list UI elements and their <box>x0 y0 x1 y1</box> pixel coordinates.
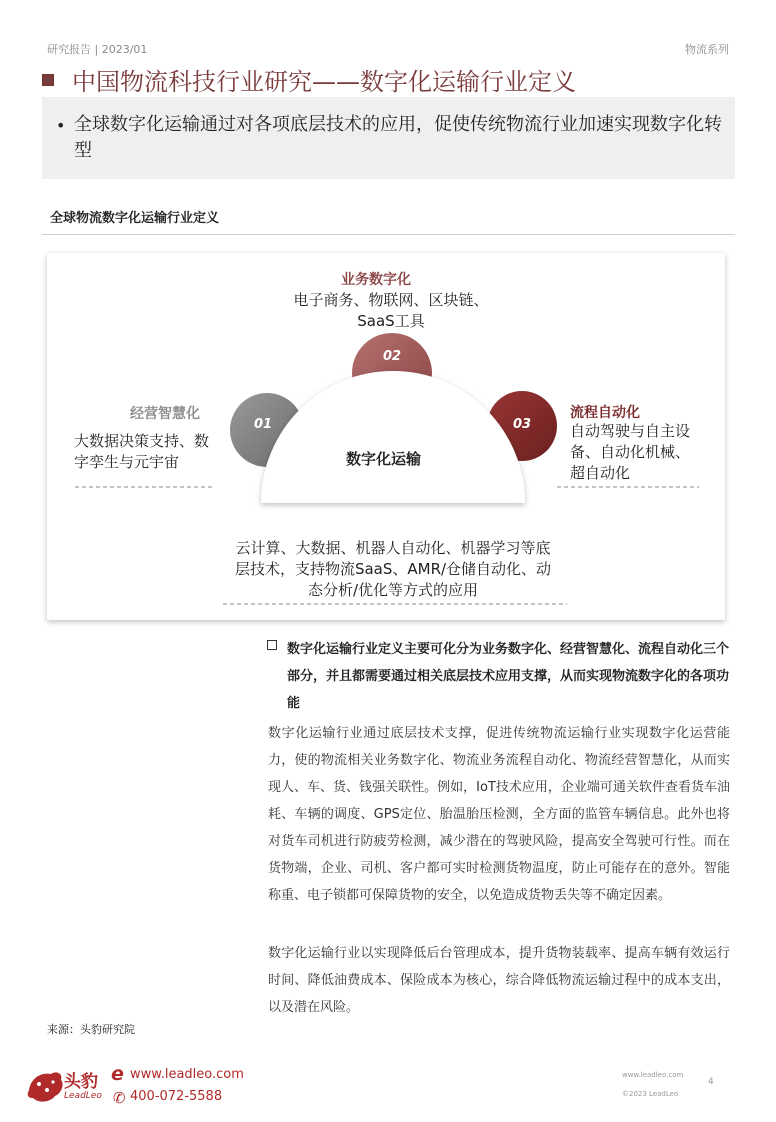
desc-business-digitization: 电子商务、物联网、区块链、SaaS工具 <box>293 291 489 330</box>
label-business-digitization: 业务数字化 <box>341 272 411 288</box>
section-title: 全球物流数字化运输行业定义 <box>50 211 220 226</box>
label-process-automation: 流程自动化 <box>570 405 640 421</box>
footer-brand-en: LeadLeo <box>64 1091 102 1101</box>
footer-website-link[interactable]: www.leadleo.com <box>130 1067 244 1082</box>
center-label: 数字化运输 <box>346 450 422 468</box>
summary-banner <box>42 97 735 179</box>
label-operation-intelligence: 经营智慧化 <box>130 406 200 422</box>
source-note: 来源：头豹研究院 <box>47 1023 135 1036</box>
page-number: 4 <box>708 1077 714 1087</box>
circle-02-number: 02 <box>383 349 402 364</box>
footer-brand-name: 头豹 <box>64 1072 98 1092</box>
desc-underlying-tech: 云计算、大数据、机器人自动化、机器学习等底层技术，支持物流SaaS、AMR/仓储自动化、动态分析/优化等方式的应用 <box>234 539 552 599</box>
key-note-text: 数字化运输行业定义主要可化分为业务数字化、经营智慧化、流程自动化三个部分，并且都需要通过相关底层技术应用支撑，从而实现物流数字化的各项功能 <box>287 642 730 711</box>
page-title-row <box>42 62 576 97</box>
circle-01-number: 01 <box>254 417 273 432</box>
footer-e-icon: e <box>111 1063 124 1085</box>
body-paragraph-2: 数字化运输行业以实现降低后台管理成本，提升货物装载率、提高车辆有效运行时间、降低油费成本、保险成本为核心，综合降低物流运输过程中的成本支出，以及潜在风险。 <box>268 946 730 1015</box>
header-report-date: 研究报告 | 2023/01 <box>47 43 148 56</box>
banner-bullet: • <box>56 116 66 135</box>
footer-copyright: ©2023 LeadLeo <box>622 1090 679 1098</box>
title-square-icon <box>42 74 54 86</box>
page-title: 中国物流科技行业研究——数字化运输行业定义 <box>72 68 576 96</box>
banner-text: 全球数字化运输通过对各项底层技术的应用，促使传统物流行业加速实现数字化转型 <box>74 114 722 161</box>
desc-operation-intelligence: 大数据决策支持、数字孪生与元宇宙 <box>74 432 210 471</box>
body-paragraph-1: 数字化运输行业通过底层技术支撑，促进传统物流运输行业实现数字化运营能力，使的物流相关业务数字化、物流业务流程自动化、物流经营智慧化，从而实现人、车、货、钱强关联性。例如，IoT技术应用，企业端可通关软件查看货车油耗、车辆的调度、GPS定位、胎温胎压检测，全方面的监管车辆信息。此外也将对货车司机进行防疲劳检测，减少潜在的驾驶风险，提高安全驾驶可行性。而在货物端，企业、司机、客户都可实时检测货物温度，防止可能存在的意外。智能称重、电子锁都可保障货物的安全，以免造成货物丢失等不确定因素。 <box>268 726 730 903</box>
header-series: 物流系列 <box>685 43 729 56</box>
phone-icon: ✆ <box>113 1089 126 1107</box>
desc-process-automation: 自动驾驶与自主设备、自动化机械、超自动化 <box>570 422 691 482</box>
footer-right-site: www.leadleo.com <box>622 1071 684 1079</box>
checkbox-bullet-icon <box>267 640 277 650</box>
footer-phone: 400-072-5588 <box>130 1089 223 1104</box>
section-divider <box>42 234 735 235</box>
center-dome <box>261 371 525 503</box>
circle-03-number: 03 <box>513 417 532 432</box>
definition-diagram <box>47 253 725 620</box>
